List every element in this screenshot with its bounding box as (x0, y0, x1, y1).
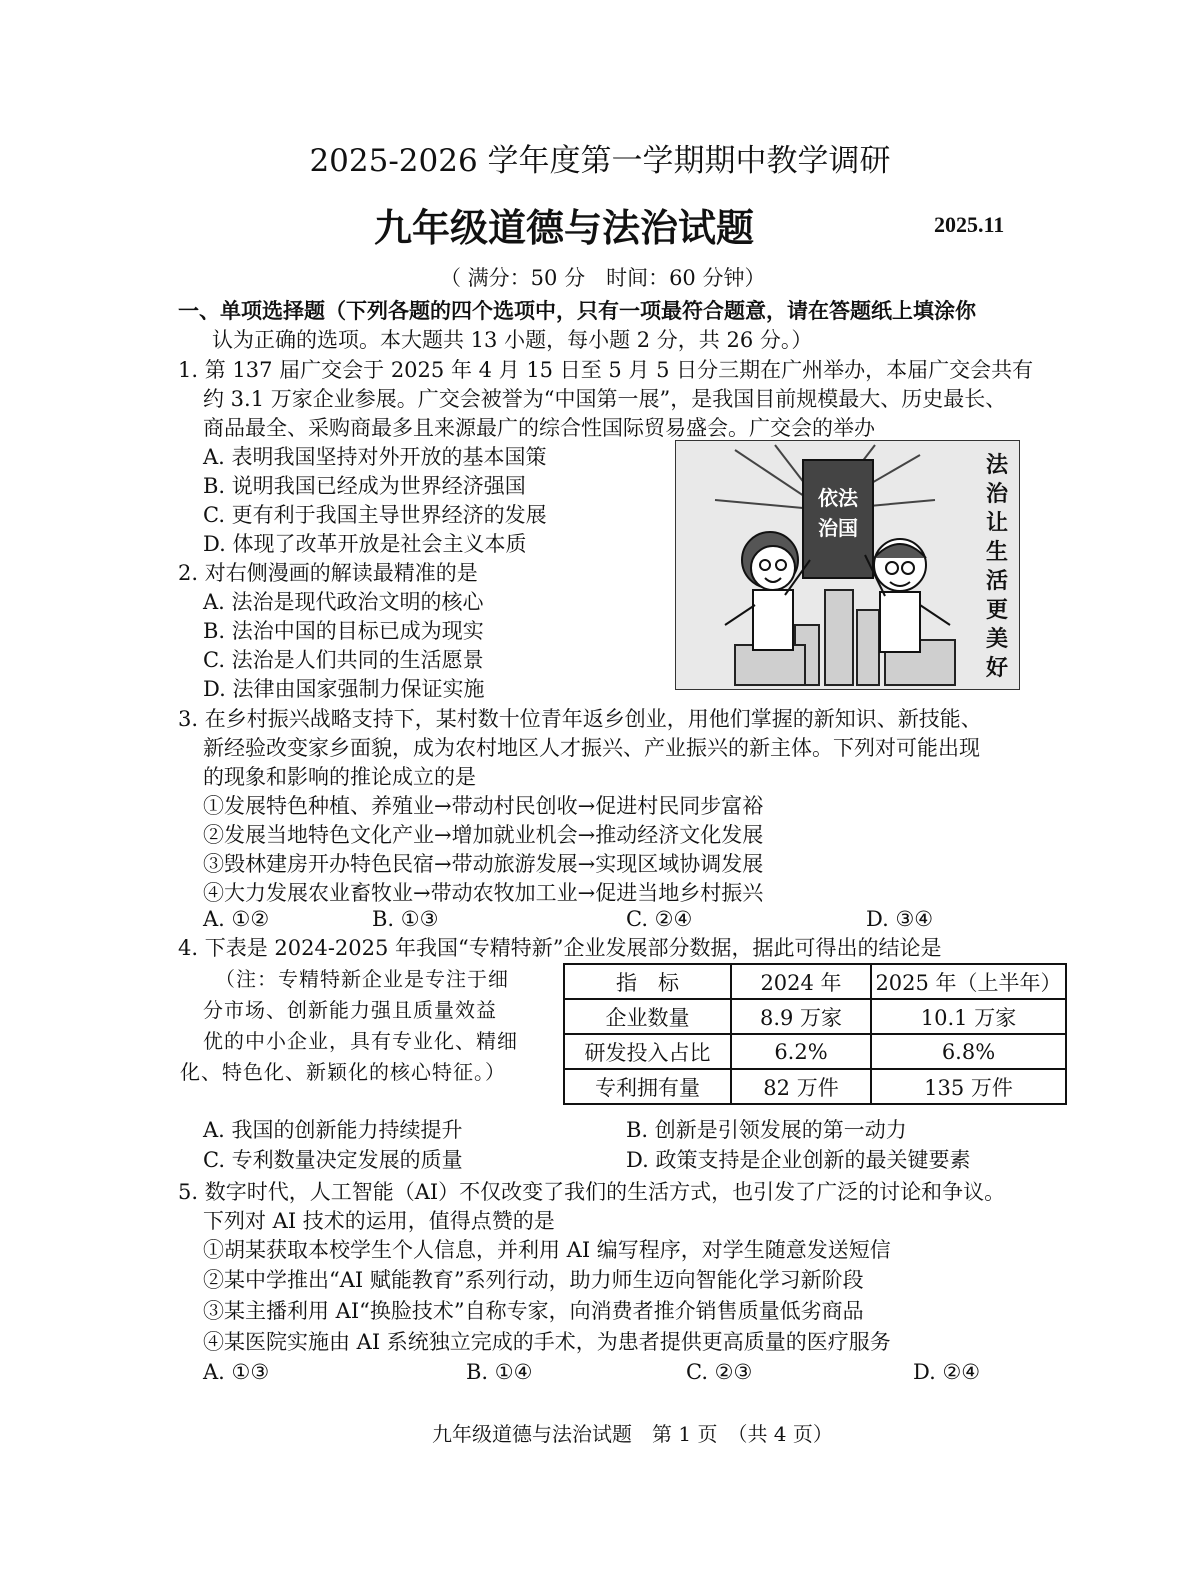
q1-option-d: D. 体现了改革开放是社会主义本质 (203, 532, 527, 556)
table-cell: 6.2% (731, 1034, 871, 1069)
exam-title: 2025-2026 学年度第一学期期中教学调研 (309, 143, 891, 179)
cartoon-slogan-char-8: 好 (985, 656, 1009, 681)
q5-stem-line-1: 5. 数字时代，人工智能（AI）不仅改变了我们的生活方式，也引发了广泛的讨论和争议。 (178, 1180, 1006, 1204)
q5-item-4: ④某医院实施由 AI 系统独立完成的手术，为患者提供更高质量的医疗服务 (203, 1330, 891, 1354)
q3-option-c: C. ②④ (626, 907, 693, 931)
exam-date: 2025.11 (934, 212, 1005, 237)
q4-stem: 4. 下表是 2024-2025 年我国“专精特新”企业发展部分数据，据此可得出的结论是 (178, 936, 942, 960)
q2-option-c: C. 法治是人们共同的生活愿景 (203, 648, 484, 672)
q5-item-1: ①胡某获取本校学生个人信息，并利用 AI 编写程序，对学生随意发送短信 (203, 1238, 891, 1262)
table-header-cell: 2025 年（上半年） (871, 964, 1066, 999)
cartoon-book-text-2: 治国 (818, 516, 858, 540)
page-footer: 九年级道德与法治试题 第 1 页 （共 4 页） (432, 1422, 833, 1446)
q1-option-b: B. 说明我国已经成为世界经济强国 (203, 474, 526, 498)
table-header-cell: 2024 年 (731, 964, 871, 999)
q4-note-line-3: 优的中小企业，具有专业化、精细 (203, 1029, 518, 1053)
cartoon-book-text-1: 依法 (818, 486, 858, 510)
table-cell: 135 万件 (871, 1069, 1066, 1104)
cartoon-slogan-char-1: 法 (985, 453, 1009, 478)
q2-option-d: D. 法律由国家强制力保证实施 (203, 677, 485, 701)
q2-option-b: B. 法治中国的目标已成为现实 (203, 619, 484, 643)
q5-item-2: ②某中学推出“AI 赋能教育”系列行动，助力师生迈向智能化学习新阶段 (203, 1268, 864, 1292)
section-heading-line-1: 一、单项选择题（下列各题的四个选项中，只有一项最符合题意，请在答题纸上填涂你 (178, 298, 976, 323)
table-cell: 企业数量 (564, 999, 731, 1034)
q1-stem-line-3: 商品最全、采购商最多且来源最广的综合性国际贸易盛会。广交会的举办 (203, 416, 875, 440)
q1-stem-line-2: 约 3.1 万家企业参展。广交会被誉为“中国第一展”，是我国目前规模最大、历史最长、 (203, 387, 1007, 411)
cartoon-slogan-char-5: 活 (985, 569, 1009, 594)
enterprise-data-table (563, 963, 1067, 1105)
q3-option-b: B. ①③ (372, 907, 439, 931)
table-row (564, 1069, 1066, 1104)
q4-option-b: B. 创新是引领发展的第一动力 (626, 1118, 907, 1142)
table-cell: 8.9 万家 (731, 999, 871, 1034)
cartoon-slogan-char-6: 更 (985, 598, 1009, 623)
q4-option-d: D. 政策支持是企业创新的最关键要素 (626, 1148, 971, 1172)
q4-option-c: C. 专利数量决定发展的质量 (203, 1148, 463, 1172)
q5-option-d: D. ②④ (913, 1360, 981, 1384)
q1-option-c: C. 更有利于我国主导世界经济的发展 (203, 503, 547, 527)
q5-option-a: A. ①③ (203, 1360, 270, 1384)
cartoon-slogan-char-3: 让 (985, 511, 1009, 536)
q1-stem-line-1: 1. 第 137 届广交会于 2025 年 4 月 15 日至 5 月 5 日分三期在广州举办，本届广交会共有 (178, 358, 1034, 382)
cartoon-slogan-char-4: 生 (985, 540, 1009, 565)
q3-stem-line-3: 的现象和影响的推论成立的是 (203, 765, 476, 789)
q1-option-a: A. 表明我国坚持对外开放的基本国策 (203, 445, 547, 469)
table-cell: 专利拥有量 (564, 1069, 731, 1104)
table-cell: 研发投入占比 (564, 1034, 731, 1069)
exam-subtitle: 九年级道德与法治试题 (374, 205, 755, 250)
table-header-cell: 指 标 (564, 964, 731, 999)
q3-option-a: A. ①② (203, 907, 270, 931)
table-header-row (564, 964, 1066, 999)
table-row (564, 1034, 1066, 1069)
q3-stem-line-2: 新经验改变家乡面貌，成为农村地区人才振兴、产业振兴的新主体。下列对可能出现 (203, 736, 980, 760)
section-heading-line-2: 认为正确的选项。本大题共 13 小题，每小题 2 分，共 26 分。） (212, 328, 813, 352)
q2-stem: 2. 对右侧漫画的解读最精准的是 (178, 561, 478, 585)
q4-note-line-2: 分市场、创新能力强且质量效益 (203, 998, 497, 1022)
q2-option-a: A. 法治是现代政治文明的核心 (203, 590, 484, 614)
table-row (564, 999, 1066, 1034)
table-cell: 82 万件 (731, 1069, 871, 1104)
q4-note-line-4: 化、特色化、新颖化的核心特征。） (180, 1060, 506, 1084)
exam-meta: （ 满分：50 分 时间：60 分钟） (440, 266, 766, 290)
q3-stem-line-1: 3. 在乡村振兴战略支持下，某村数十位青年返乡创业，用他们掌握的新知识、新技能、 (178, 707, 982, 731)
q4-note-line-1: （注：专精特新企业是专注于细 (215, 967, 509, 991)
q3-item-1: ①发展特色种植、养殖业→带动村民创收→促进村民同步富裕 (203, 794, 764, 818)
q5-item-3: ③某主播利用 AI“换脸技术”自称专家，向消费者推介销售质量低劣商品 (203, 1299, 864, 1323)
q5-stem-line-2: 下列对 AI 技术的运用，值得点赞的是 (203, 1209, 555, 1233)
cartoon-slogan-char-2: 治 (985, 482, 1009, 507)
rule-of-law-cartoon (675, 440, 1020, 690)
q3-item-3: ③毁林建房开办特色民宿→带动旅游发展→实现区域协调发展 (203, 852, 764, 876)
table-cell: 6.8% (871, 1034, 1066, 1069)
table-cell: 10.1 万家 (871, 999, 1066, 1034)
q3-item-4: ④大力发展农业畜牧业→带动农牧加工业→促进当地乡村振兴 (203, 881, 764, 905)
q3-item-2: ②发展当地特色文化产业→增加就业机会→推动经济文化发展 (203, 823, 764, 847)
q5-option-b: B. ①④ (466, 1360, 533, 1384)
q5-option-c: C. ②③ (686, 1360, 753, 1384)
q3-option-d: D. ③④ (866, 907, 934, 931)
cartoon-slogan-char-7: 美 (985, 627, 1009, 652)
q4-option-a: A. 我国的创新能力持续提升 (203, 1118, 463, 1142)
